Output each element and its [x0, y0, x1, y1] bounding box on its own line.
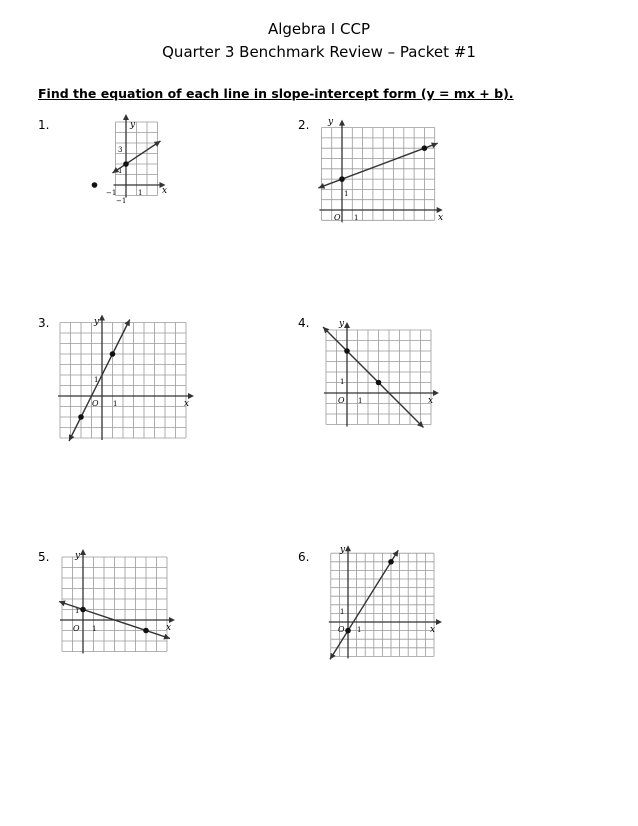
instructions: Find the equation of each line in slope-intercept form (y = mx + b).: [38, 86, 514, 101]
x-axis-arrow: [188, 393, 194, 399]
tick-label: 1: [138, 189, 143, 197]
y-axis-arrow: [80, 549, 86, 555]
tick-label: 1: [340, 608, 345, 616]
plotted-point: [80, 607, 86, 613]
graph-1: [58, 115, 170, 233]
origin-label: O: [334, 213, 341, 222]
plotted-point: [143, 628, 149, 634]
x-axis-arrow: [436, 619, 442, 625]
y-axis-label: y: [340, 545, 346, 555]
origin-label: O: [338, 396, 345, 405]
y-axis-arrow: [99, 315, 105, 321]
problem-number-1: 1.: [38, 118, 50, 132]
tick-label: 1: [354, 214, 359, 222]
tick-label: 1: [340, 378, 345, 386]
y-axis-label: y: [94, 317, 100, 327]
x-axis-arrow: [169, 617, 175, 623]
plotted-point: [422, 145, 428, 151]
tick-label: 1: [118, 167, 123, 175]
y-axis-label: y: [75, 551, 81, 561]
plotted-point: [78, 414, 84, 420]
graph-4: [322, 314, 438, 434]
tick-label: 1: [94, 376, 99, 384]
graph-2: [318, 112, 448, 240]
plotted-point: [388, 559, 394, 565]
origin-label: O: [73, 624, 80, 633]
problem-number-2: 2.: [298, 118, 310, 132]
plotted-point: [345, 628, 351, 634]
x-axis-arrow: [433, 390, 439, 396]
page-title: Algebra I CCP: [267, 20, 370, 38]
plotted-point: [376, 380, 382, 386]
tick-label: 1: [357, 626, 362, 634]
origin-label: O: [92, 399, 99, 408]
y-axis-arrow: [339, 120, 345, 126]
tick-label: 3: [118, 146, 123, 154]
plotted-point: [339, 176, 345, 182]
y-axis-arrow: [345, 545, 351, 551]
tick-label: 1: [358, 397, 363, 405]
plotted-point: [344, 348, 350, 354]
tick-label: 1: [113, 400, 118, 408]
graph-line: [323, 327, 424, 428]
x-axis-label: x: [162, 186, 168, 196]
y-axis-label: y: [328, 117, 334, 127]
problem-number-4: 4.: [298, 316, 310, 330]
tick-label: 1: [92, 625, 97, 633]
graph-3: [58, 312, 198, 440]
problem-number-5: 5.: [38, 550, 50, 564]
y-axis-label: y: [339, 319, 345, 329]
x-axis-label: x: [184, 399, 190, 409]
tick-label: −1: [116, 197, 127, 205]
y-axis-arrow: [123, 114, 129, 120]
grid: [321, 128, 434, 221]
tick-label: −1: [106, 189, 117, 197]
plotted-point: [110, 351, 116, 357]
grid: [331, 553, 434, 656]
graph-line: [69, 320, 130, 442]
plotted-point: [92, 182, 98, 188]
line-arrow: [154, 141, 161, 147]
x-axis-label: x: [430, 625, 436, 635]
x-axis-label: x: [438, 213, 444, 223]
graph-5: [56, 546, 178, 662]
page-subtitle: Quarter 3 Benchmark Review – Packet #1: [162, 43, 476, 61]
y-axis-arrow: [344, 322, 350, 328]
graph-6: [322, 540, 438, 660]
x-axis-label: x: [166, 623, 172, 633]
origin-label: O: [338, 625, 345, 634]
problem-number-3: 3.: [38, 316, 50, 330]
x-axis-label: x: [428, 396, 434, 406]
plotted-point: [123, 161, 129, 167]
tick-label: 1: [75, 607, 80, 615]
tick-label: 1: [344, 190, 349, 198]
graph-line: [318, 143, 437, 188]
y-axis-label: y: [130, 120, 136, 130]
grid: [62, 557, 167, 652]
problem-number-6: 6.: [298, 550, 310, 564]
